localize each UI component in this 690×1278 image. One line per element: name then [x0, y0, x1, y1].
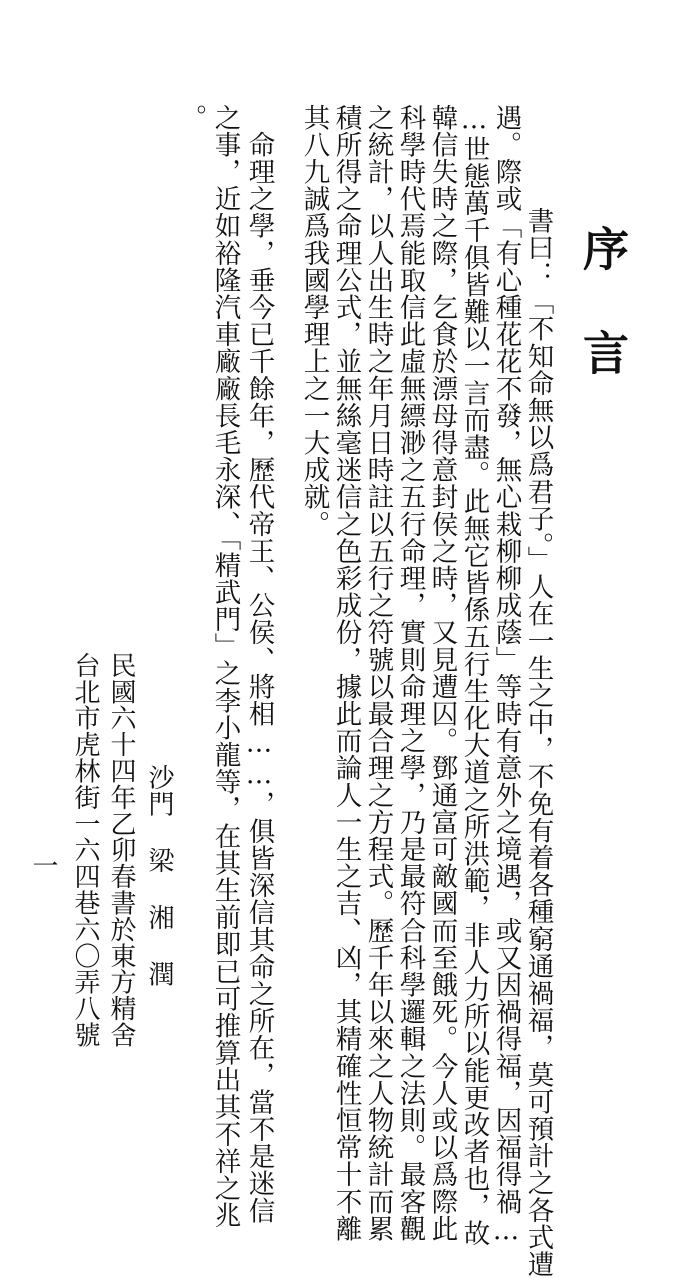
text-column-7: 積所得之命理公式，並無絲毫迷信之色彩成份，據此而論人一生之吉、凶，其精確性恒常十不離 [330, 104, 362, 1243]
page-title: 序言 [576, 225, 630, 433]
text-column-5: 科學時代焉能取信此虛無縹渺之五行命理，實則命理之學，乃是最符合科學邏輯之法則。最客觀 [394, 104, 426, 1243]
text-column-1: 書曰：「不知命無以爲君子。」人在一生之中，不免有着各種窮通禍福，莫可預計之各式遭 [522, 207, 554, 1278]
page-number: 一 [28, 852, 58, 878]
text-column-11: 。 [175, 104, 207, 132]
text-column-8: 其八九誠爲我國學理上之一大成就。 [298, 104, 330, 538]
text-column-4: 韓信失時之際，乞食於漂母得意封侯之時，又見遭囚。鄧通富可敵國而至餓死。今人或以爲際此 [426, 104, 458, 1243]
text-column-2: 遇。際或「有心種花花不發，無心栽柳柳成蔭」等時有意外之境遇，或又因禍得福，因福得禍… [490, 104, 522, 1247]
text-column-6: 之統計，以人出生時之年月日時註以五行之符號以最合理之方程式。歷千年以來之人物統計而累 [362, 104, 394, 1243]
text-column-9: 命理之學，垂今已千餘年，歷代帝王、公侯、將相……，俱皆深信其命之所在，當不是迷信 [243, 104, 275, 1225]
text-column-3: …世態萬千俱皆難以一言而盡。此無它皆係五行生化大道之所洪範，非人力所以能更改者也，故 [458, 104, 490, 1247]
text-column-10: 之事，近如裕隆汽車廠廠長毛永深、「精武門」之李小龍等，在其生前即已可推算出其不祥之兆 [209, 104, 241, 1229]
signature-date: 民國六十四年乙卯春書於東方精舍 [106, 652, 136, 1048]
signature-address: 台北市虎林街一六四巷六〇弄八號 [70, 652, 100, 1048]
author-signature: 沙門 梁 湘 潤 [144, 764, 174, 988]
